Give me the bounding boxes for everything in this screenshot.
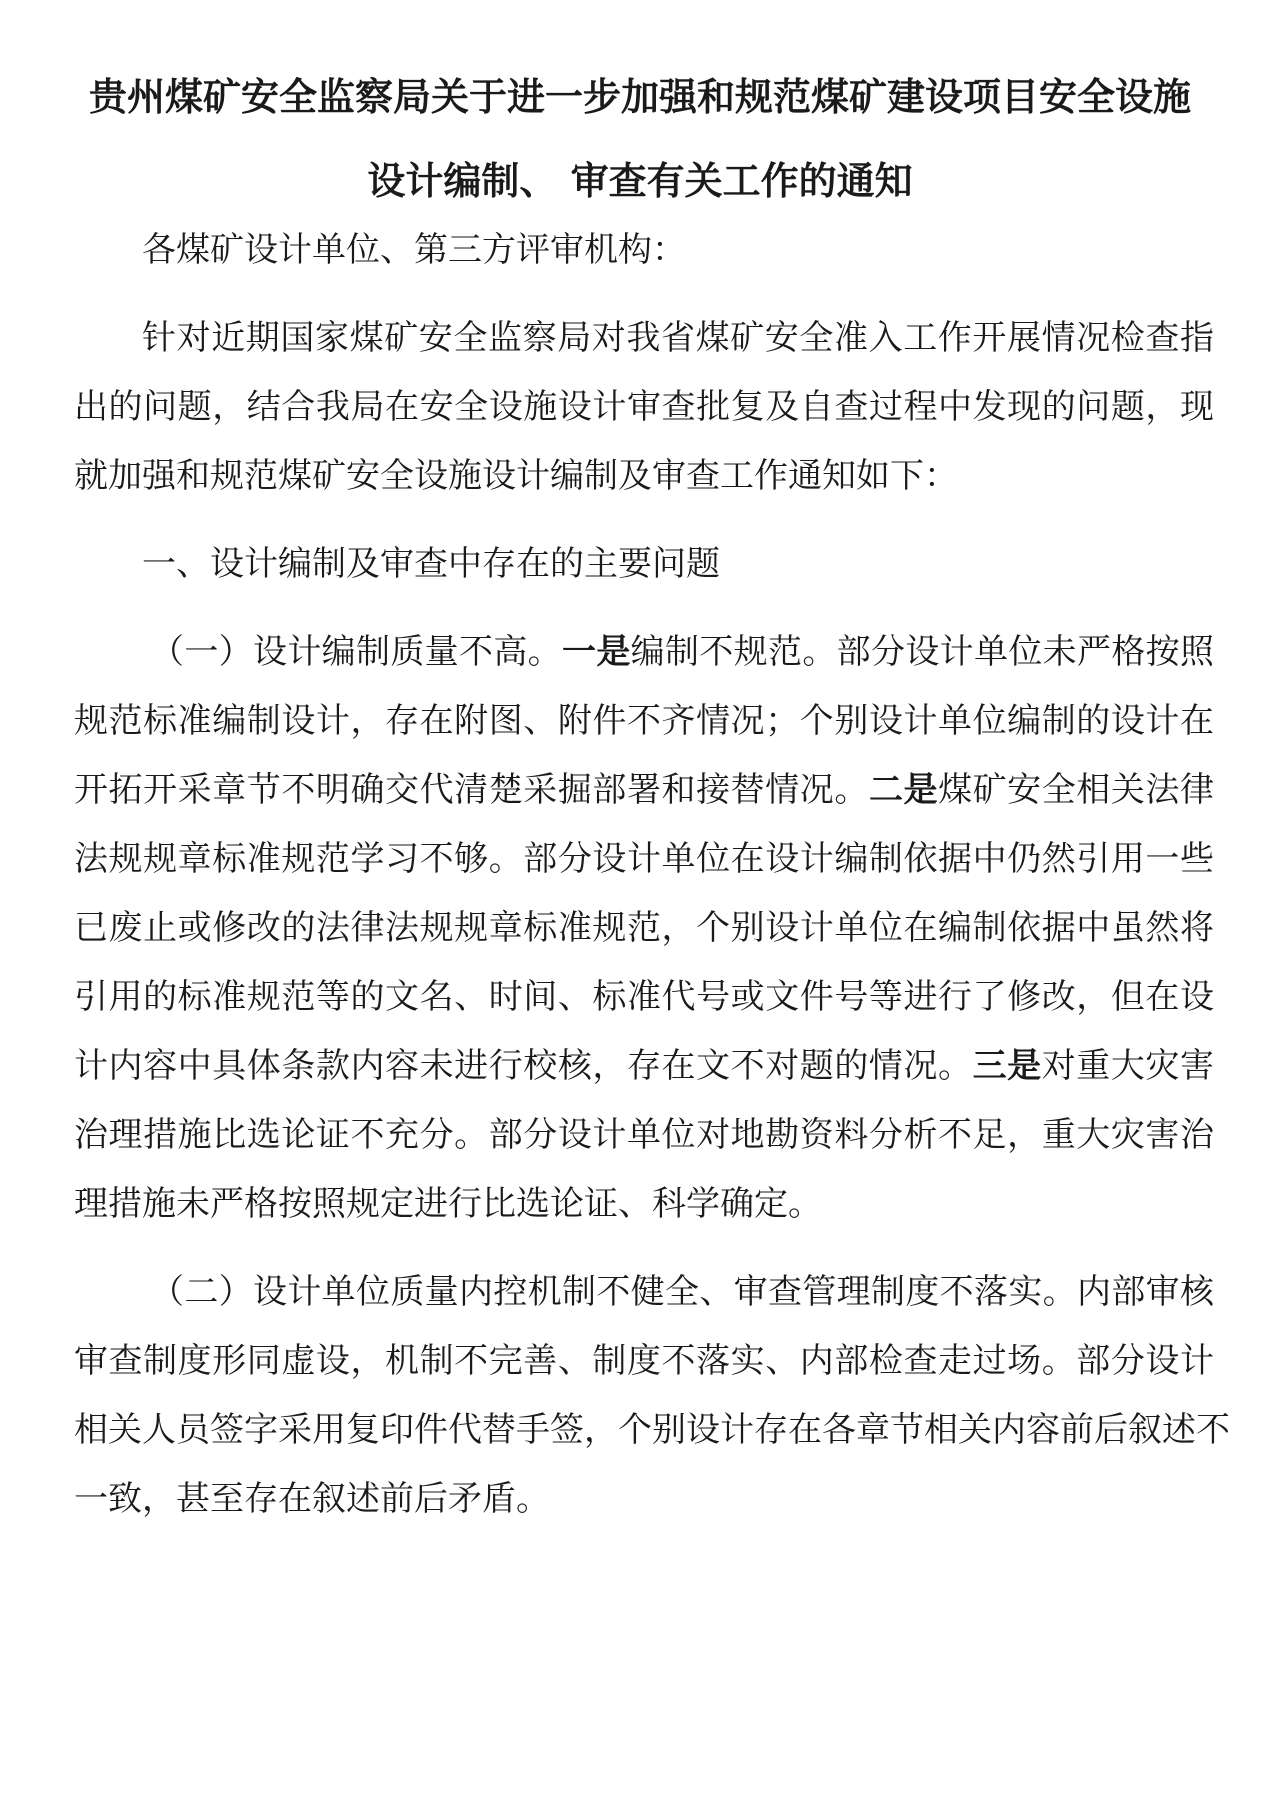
para2-line-1: （二）设计单位质量内控机制不健全、审查管理制度不落实。内部审核 [150, 1272, 1214, 1312]
salutation: 各煤矿设计单位、第三方评审机构： [142, 230, 686, 270]
section-1-heading: 一、设计编制及审查中存在的主要问题 [142, 544, 720, 584]
document-title-line-1: 贵州煤矿安全监察局关于进一步加强和规范煤矿建设项目安全设施 [88, 75, 1191, 119]
point-two-label: 二是 [868, 770, 939, 810]
point-one-label: 一是 [562, 632, 631, 672]
para1-line-8: 治理措施比选论证不充分。部分设计单位对地勘资料分析不足，重大灾害治 [74, 1115, 1214, 1155]
para2-line-2: 审查制度形同虚设，机制不完善、制度不落实、内部检查走过场。部分设计 [74, 1341, 1214, 1381]
para1-line-2: 规范标准编制设计，存在附图、附件不齐情况；个别设计单位编制的设计在 [74, 701, 1214, 741]
point-three-label: 三是 [972, 1046, 1042, 1086]
para1-line-4: 法规规章标准规范学习不够。部分设计单位在设计编制依据中仍然引用一些 [74, 839, 1214, 879]
para1-text: 计内容中具体条款内容未进行校核，存在文不对题的情况。 [74, 1046, 973, 1086]
para1-line-9: 理措施未严格按照规定进行比选论证、科学确定。 [74, 1184, 822, 1224]
para1-text: 对重大灾害 [1041, 1046, 1214, 1086]
para1-line-3 [74, 766, 1214, 814]
para2-line-3: 相关人员签字采用复印件代替手签，个别设计存在各章节相关内容前后叙述不 [74, 1410, 1230, 1450]
para1-text: 编制不规范。部分设计单位未严格按照 [630, 632, 1215, 672]
document-title-line-2: 设计编制、 审查有关工作的通知 [367, 159, 913, 203]
para1-line-5: 已废止或修改的法律法规规章标准规范，个别设计单位在编制依据中虽然将 [74, 908, 1214, 948]
intro-line-1: 针对近期国家煤矿安全监察局对我省煤矿安全准入工作开展情况检查指 [142, 318, 1214, 358]
para2-line-4: 一致，甚至存在叙述前后矛盾。 [74, 1479, 550, 1519]
para1-text: 煤矿安全相关法律 [938, 770, 1214, 810]
para1-text: （一）设计编制质量不高。 [150, 632, 562, 672]
intro-line-3: 就加强和规范煤矿安全设施设计编制及审查工作通知如下： [74, 456, 958, 496]
para1-line-6: 引用的标准规范等的文名、时间、标准代号或文件号等进行了修改，但在设 [74, 977, 1214, 1017]
para1-line-1 [150, 628, 1214, 676]
intro-line-2: 出的问题，结合我局在安全设施设计审查批复及自查过程中发现的问题，现 [74, 387, 1214, 427]
para1-text: 开拓开采章节不明确交代清楚采掘部署和接替情况。 [74, 770, 869, 810]
para1-line-7 [74, 1042, 1214, 1090]
